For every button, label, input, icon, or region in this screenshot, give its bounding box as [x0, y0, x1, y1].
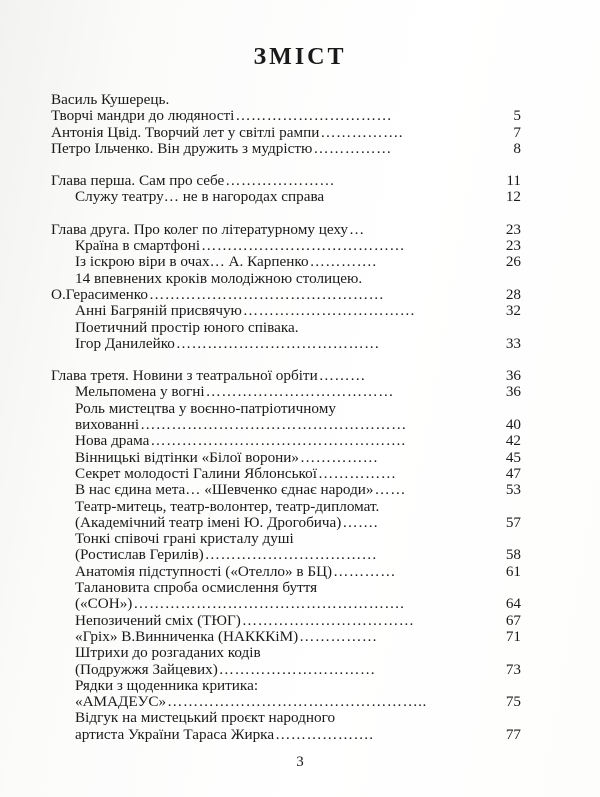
toc-entry [51, 222, 521, 238]
toc-entry [51, 320, 521, 336]
toc-entry-title: (Академічний театр імені Ю. Дрогобича) [75, 514, 342, 531]
toc-page-number: 73 [505, 660, 521, 678]
toc-entry-title: Анні Багряній присвячую [75, 303, 242, 320]
toc-entry [51, 694, 521, 710]
toc-entry [51, 466, 521, 482]
toc-entry-title: Тонкі співочі грані кристалу душі [75, 531, 294, 548]
toc-entry-title: Анатомія підступності («Отелло» в БЦ) [75, 563, 333, 580]
toc-entry [51, 727, 521, 743]
toc-entry-title: 14 впевнених кроків молодіжною столицею. [75, 270, 363, 287]
toc-entry-title: Секрет молодості Галини Яблонської [75, 465, 317, 482]
toc-leader-dots: …… [374, 481, 406, 499]
toc-entry-title: Ігор Данилейко [75, 335, 175, 352]
toc-entry [51, 92, 521, 108]
toc-page-number: 57 [505, 513, 521, 531]
toc-leader-dots: …………… [317, 464, 397, 482]
toc-page-number: 7 [513, 123, 521, 141]
toc-entry [51, 596, 521, 612]
section-gap [51, 206, 521, 222]
toc-entry [51, 564, 521, 580]
toc-entry-title: Глава друга. Про колег по літературному цеху [51, 221, 349, 238]
toc-leader-dots: ……. [342, 513, 379, 531]
toc-entry-title: Служу театру… не в нагородах справа [75, 189, 325, 206]
toc-page-number: 61 [505, 562, 521, 580]
toc-page-number: 36 [505, 367, 521, 385]
toc-entry-title: Мельпомена у вогні [75, 384, 205, 401]
toc-leader-dots: ………………………………… [175, 334, 380, 352]
toc-entry-title: Поетичний простір юного співака. [75, 319, 299, 336]
toc-entry [51, 613, 521, 629]
toc-entry [51, 303, 521, 319]
toc-entry-title: (Подружжя Зайцевих) [75, 661, 218, 678]
toc-entry [51, 173, 521, 189]
toc-entry-title: Творчі мандри до людяності [51, 108, 235, 125]
toc-entry [51, 336, 521, 352]
toc-leader-dots: …………. [309, 253, 377, 271]
toc-leader-dots: ……… [318, 367, 366, 385]
toc-page-number: 77 [505, 725, 521, 743]
toc-entry [51, 645, 521, 661]
toc-entry [51, 482, 521, 498]
toc-entry-title: «АМАДЕУС» [75, 694, 167, 711]
toc-leader-dots: ………………………… [218, 660, 376, 678]
toc-entry-title: Петро Ільченко. Він дружить з мудрістю [51, 140, 313, 157]
toc-page-number: 40 [505, 416, 521, 434]
toc-entry-title: О.Герасименко [51, 286, 149, 303]
toc-entry-title: Рядки з щоденника критика: [75, 677, 259, 694]
toc-leader-dots: …………… [300, 448, 379, 466]
toc-entry-title: Відгук на мистецький проєкт народного [75, 710, 336, 727]
toc-entry-title: Василь Кушерець. [51, 92, 170, 108]
toc-page-number: 53 [505, 481, 521, 499]
toc-page-number: 11 [506, 172, 521, 190]
toc-entry-title: Глава третя. Новини з театральної орбіти [51, 368, 318, 385]
toc-leader-dots: …………………………………………… [140, 416, 407, 434]
toc-entry-title: вихованні [75, 417, 140, 434]
toc-page-number: 23 [505, 237, 521, 255]
toc-leader-dots: …………………………… [204, 546, 378, 564]
toc-entry [51, 580, 521, 596]
toc-page-number: 36 [505, 383, 521, 401]
toc-entry [51, 401, 521, 417]
toc-leader-dots: …………… [299, 627, 378, 645]
toc-entry-title: Глава перша. Сам про себе [51, 173, 225, 190]
toc-page-number: 75 [505, 693, 521, 711]
toc-leader-dots: ………………. [275, 725, 374, 743]
toc-leader-dots: ………………………………… [201, 237, 406, 255]
toc-entry [51, 271, 521, 287]
toc-entry-title: Антонія Цвід. Творчий лет у світлі рампи [51, 124, 320, 141]
table-of-contents [51, 92, 521, 743]
toc-page-number: 28 [505, 285, 521, 303]
toc-entry [51, 254, 521, 270]
toc-entry-title: В нас єдина мета… «Шевченко єднає народи» [75, 482, 374, 499]
toc-entry [51, 450, 521, 466]
toc-entry-title: Роль мистецтва у воєнно-патріотичному [75, 400, 336, 417]
toc-entry-title: (Ростислав Герилів) [75, 547, 204, 564]
toc-entry [51, 515, 521, 531]
toc-entry-title: «Гріх» В.Винниченка (НАКККіМ) [75, 628, 299, 645]
toc-page-number: 42 [505, 432, 521, 450]
toc-leader-dots: ……………. [320, 123, 404, 141]
toc-entry [51, 368, 521, 384]
toc-page-number: 45 [505, 448, 521, 466]
toc-leader-dots: …………… [313, 139, 392, 157]
toc-page-number: 71 [505, 627, 521, 645]
toc-leader-dots: …………………………… [241, 611, 415, 629]
toc-page-number: 58 [505, 546, 521, 564]
toc-entry-title: Штрихи до розгаданих кодів [75, 645, 261, 662]
toc-entry [51, 433, 521, 449]
toc-page-number: 67 [505, 611, 521, 629]
page-title: ЗМІСТ [253, 44, 347, 70]
toc-entry [51, 125, 521, 141]
toc-entry [51, 384, 521, 400]
toc-entry-title: Країна в смартфоні [75, 238, 201, 255]
toc-entry-title: Вінницькі відтінки «Білої ворони» [75, 449, 300, 466]
toc-entry [51, 710, 521, 726]
toc-page-number: 64 [505, 595, 521, 613]
toc-entry [51, 417, 521, 433]
section-gap [51, 157, 521, 173]
toc-leader-dots: ………………………………………….. [167, 693, 427, 711]
toc-leader-dots: ………………………… [235, 107, 393, 125]
toc-entry-title: Непозичений сміх (ТЮГ) [75, 612, 241, 629]
toc-page-number: 47 [505, 464, 521, 482]
toc-entry-title: Талановита спроба осмислення буття [75, 580, 318, 597]
toc-page-number: 26 [505, 253, 521, 271]
toc-leader-dots: …………………………… [242, 302, 416, 320]
toc-entry-title: Театр-митець, театр-волонтер, театр-дипломат. [75, 498, 380, 515]
toc-entry-title: Із іскрою віри в очах… А. Карпенко [75, 254, 309, 271]
toc-entry-title: артиста України Тараса Жирка [75, 726, 275, 743]
toc-entry [51, 108, 521, 124]
toc-page-number: 5 [513, 107, 521, 125]
toc-entry [51, 678, 521, 694]
toc-entry [51, 547, 521, 563]
toc-leader-dots: ………… [333, 562, 396, 580]
toc-page-number: 12 [505, 188, 521, 206]
toc-entry-title: Нова драма [75, 433, 150, 450]
toc-page-number: 32 [505, 302, 521, 320]
toc-entry [51, 287, 521, 303]
toc-leader-dots: …………………………………………. [150, 432, 406, 450]
toc-entry [51, 238, 521, 254]
toc-entry [51, 141, 521, 157]
toc-leader-dots: ………………… [225, 172, 336, 190]
toc-entry-title: («СОН») [75, 596, 133, 613]
toc-entry [51, 189, 521, 205]
toc-entry [51, 662, 521, 678]
toc-entry [51, 499, 521, 515]
toc-leader-dots: ……………………………………… [149, 285, 385, 303]
toc-entry [51, 629, 521, 645]
toc-page-number: 23 [505, 220, 521, 238]
toc-entry [51, 531, 521, 547]
toc-page-number: 8 [513, 139, 521, 157]
section-gap [51, 352, 521, 368]
toc-page-number: 33 [505, 334, 521, 352]
toc-leader-dots: … [349, 220, 365, 238]
toc-leader-dots: ……………………………………………. [133, 595, 405, 613]
toc-leader-dots: ……………………………… [205, 383, 394, 401]
page-number: 3 [296, 754, 304, 770]
